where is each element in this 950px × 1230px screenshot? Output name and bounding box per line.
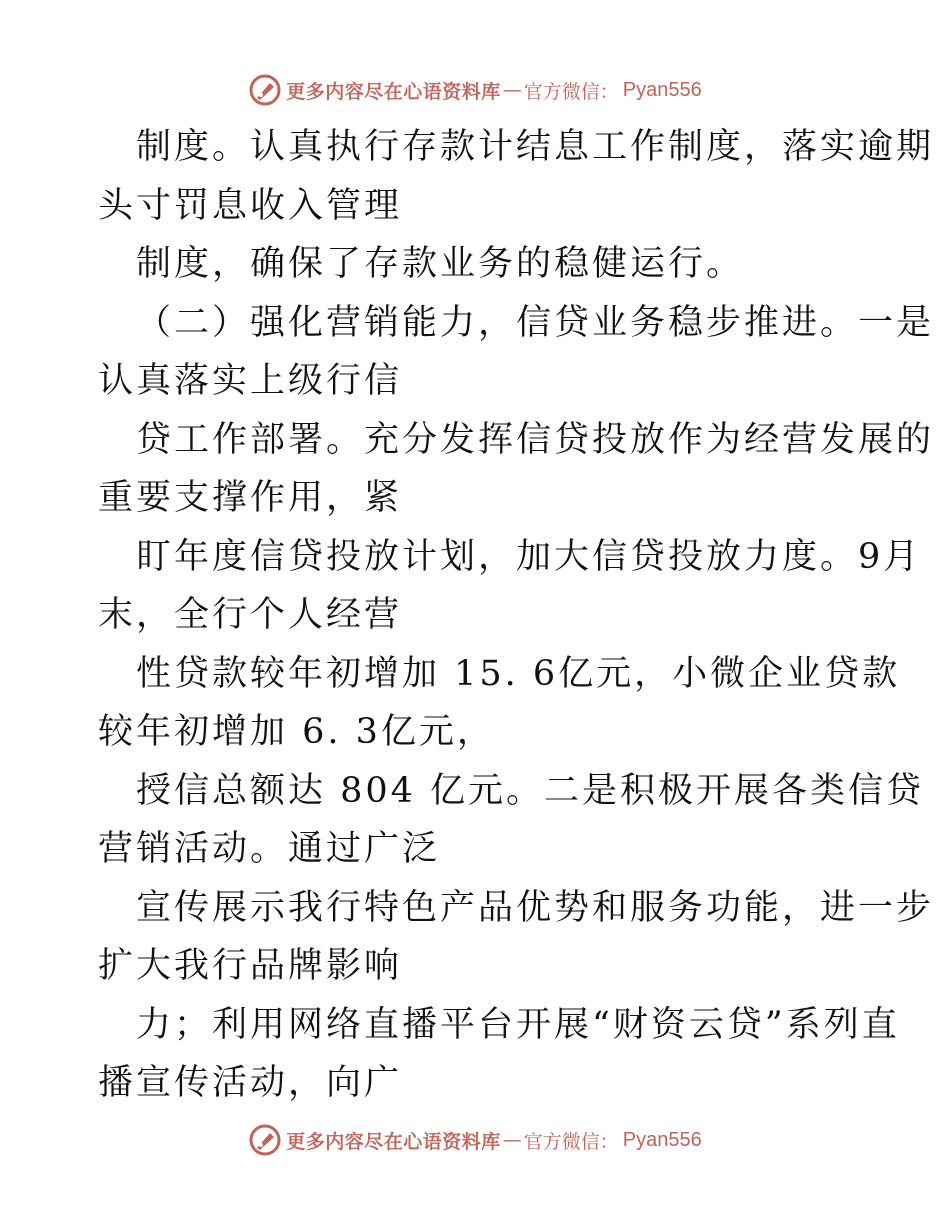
body-line: 头寸罚息收入管理 [98, 185, 403, 226]
body-line: 制度，确保了存款业务的稳健运行。 [136, 244, 745, 284]
banner-separator: — [502, 1129, 522, 1151]
body-line: 重要支撑作用，紧 [98, 478, 403, 518]
body-line: 贷工作部署。充分发挥信贷投放作为经营发展的 [136, 419, 935, 460]
footer-banner [0, 1120, 950, 1160]
body-line: 力；利用网络直播平台开展“财资云贷”系列直 [136, 1004, 900, 1045]
body-line: 末，全行个人经营 [98, 595, 403, 635]
body-line: 较年初增加 6. 3亿元， [98, 712, 495, 752]
banner-text: 更多内容尽在心语资料库 [286, 1130, 501, 1153]
banner-wechat-label: 官方微信： [523, 80, 619, 103]
banner-wechat-id: Pyan556 [622, 78, 702, 101]
body-line: 授信总额达 804 亿元。二是积极开展各类信贷 [136, 770, 925, 811]
banner-wechat-label: 官方微信： [523, 1130, 619, 1153]
body-line: 宣传展示我行特色产品优势和服务功能，进一步 [136, 887, 935, 928]
header-banner [0, 70, 950, 110]
banner-text: 更多内容尽在心语资料库 [286, 80, 501, 103]
body-line: 性贷款较年初增加 15. 6亿元，小微企业贷款 [136, 653, 901, 694]
body-line: 播宣传活动，向广 [98, 1063, 403, 1103]
document-body [98, 118, 935, 1113]
body-line: （二）强化营销能力，信贷业务稳步推进。一是 [136, 302, 935, 343]
body-line: 盯年度信贷投放计划，加大信贷投放力度。9月 [136, 536, 922, 577]
banner-separator: — [502, 79, 522, 101]
body-line: 营销活动。通过广泛 [98, 829, 441, 869]
banner-wechat-id: Pyan556 [622, 1128, 702, 1151]
body-line: 认真落实上级行信 [98, 361, 403, 401]
pen-nib-logo-icon [248, 73, 282, 107]
pen-nib-logo-icon [248, 1123, 282, 1157]
body-line: 制度。认真执行存款计结息工作制度，落实逾期 [136, 127, 935, 167]
body-line: 扩大我行品牌影响 [98, 946, 403, 986]
